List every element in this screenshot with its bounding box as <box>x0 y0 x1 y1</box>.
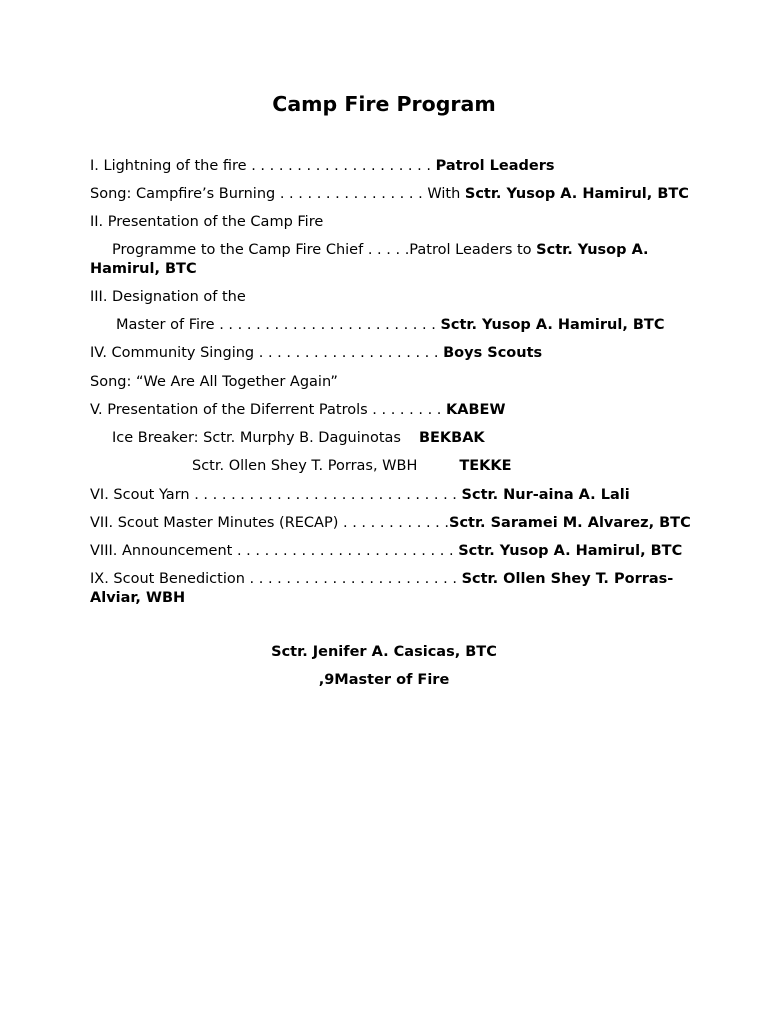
signature-name: Sctr. Jenifer A. Casicas, BTC <box>271 644 497 660</box>
program-item-assignee: KABEW <box>446 402 506 418</box>
program-item-text: Song: “We Are All Together Again” <box>90 374 338 390</box>
program-item-text: Sctr. Ollen Shey T. Porras, WBH <box>192 458 418 474</box>
program-item-announcement <box>90 542 683 561</box>
program-item-designation-cont <box>90 316 680 335</box>
program-item-text: Programme to the Camp Fire Chief . . . . .Patrol Leaders to <box>112 242 537 258</box>
program-item-lighting <box>90 157 680 176</box>
program-item-designation <box>90 288 680 307</box>
program-item-song-campfire <box>90 185 689 204</box>
program-item-assignee: Sctr. Yusop A. Hamirul, BTC <box>458 543 683 559</box>
program-item-assignee: Sctr. Yusop A. Hamirul, BTC <box>440 317 665 333</box>
program-item-presentation-cont <box>90 241 680 279</box>
program-item-assignee: Sctr. Yusop A. Hamirul, BTC <box>464 186 689 202</box>
program-item-text: Ice Breaker: Sctr. Murphy B. Daguinotas <box>112 430 401 446</box>
program-item-patrols <box>90 401 680 420</box>
program-item-assignee: Boys Scouts <box>443 345 543 361</box>
program-item-presentation <box>90 213 680 232</box>
program-item-assignee: Sctr. Saramei M. Alvarez, BTC <box>449 515 691 531</box>
program-item-text: VIII. Announcement . . . . . . . . . . . . . . . . . . . . . . . . <box>90 543 459 559</box>
program-item-text: III. Designation of the <box>90 289 246 305</box>
program-item-assignee: Sctr. Ollen Shey T. Porras-Alviar, WBH <box>90 571 674 606</box>
program-item-text: II. Presentation of the Camp Fire <box>90 214 324 230</box>
program-item-benediction <box>90 570 680 608</box>
program-item-text: IX. Scout Benediction . . . . . . . . . . . . . . . . . . . . . . . <box>90 571 462 587</box>
program-item-song-together <box>90 373 680 392</box>
program-item-text: VI. Scout Yarn . . . . . . . . . . . . . . . . . . . . . . . . . . . . . <box>90 487 462 503</box>
program-item-community-singing <box>90 344 680 363</box>
program-item-ice-breaker <box>90 429 680 448</box>
program-item-assignee: Patrol Leaders <box>435 158 555 174</box>
program-item-patrol: TEKKE <box>459 458 512 474</box>
program-item-assignee: Sctr. Nur-aina A. Lali <box>461 487 630 503</box>
program-item-text: Master of Fire . . . . . . . . . . . . . . . . . . . . . . . . <box>116 317 441 333</box>
program-item-master-minutes <box>90 514 691 533</box>
program-item-ice-breaker-2 <box>90 457 680 476</box>
program-item-patrol: BEKBAK <box>418 430 485 446</box>
program-item-text: Song: Campfire’s Burning . . . . . . . . . . . . . . . . With <box>90 186 465 202</box>
program-item-text: I. Lightning of the fire . . . . . . . . . . . . . . . . . . . . <box>90 158 436 174</box>
signature-role: ,9Master of Fire <box>318 672 450 688</box>
program-item-text: VII. Scout Master Minutes (RECAP) . . . . . . . . . . . . <box>90 515 449 531</box>
program-item-text: V. Presentation of the Diferrent Patrols . . . . . . . . <box>90 402 447 418</box>
page-title: Camp Fire Program <box>272 92 496 116</box>
program-item-assignee: Sctr. Yusop A. Hamirul, BTC <box>90 242 649 277</box>
program-item-scout-yarn <box>90 486 680 505</box>
program-item-text: IV. Community Singing . . . . . . . . . . . . . . . . . . . . <box>90 345 444 361</box>
